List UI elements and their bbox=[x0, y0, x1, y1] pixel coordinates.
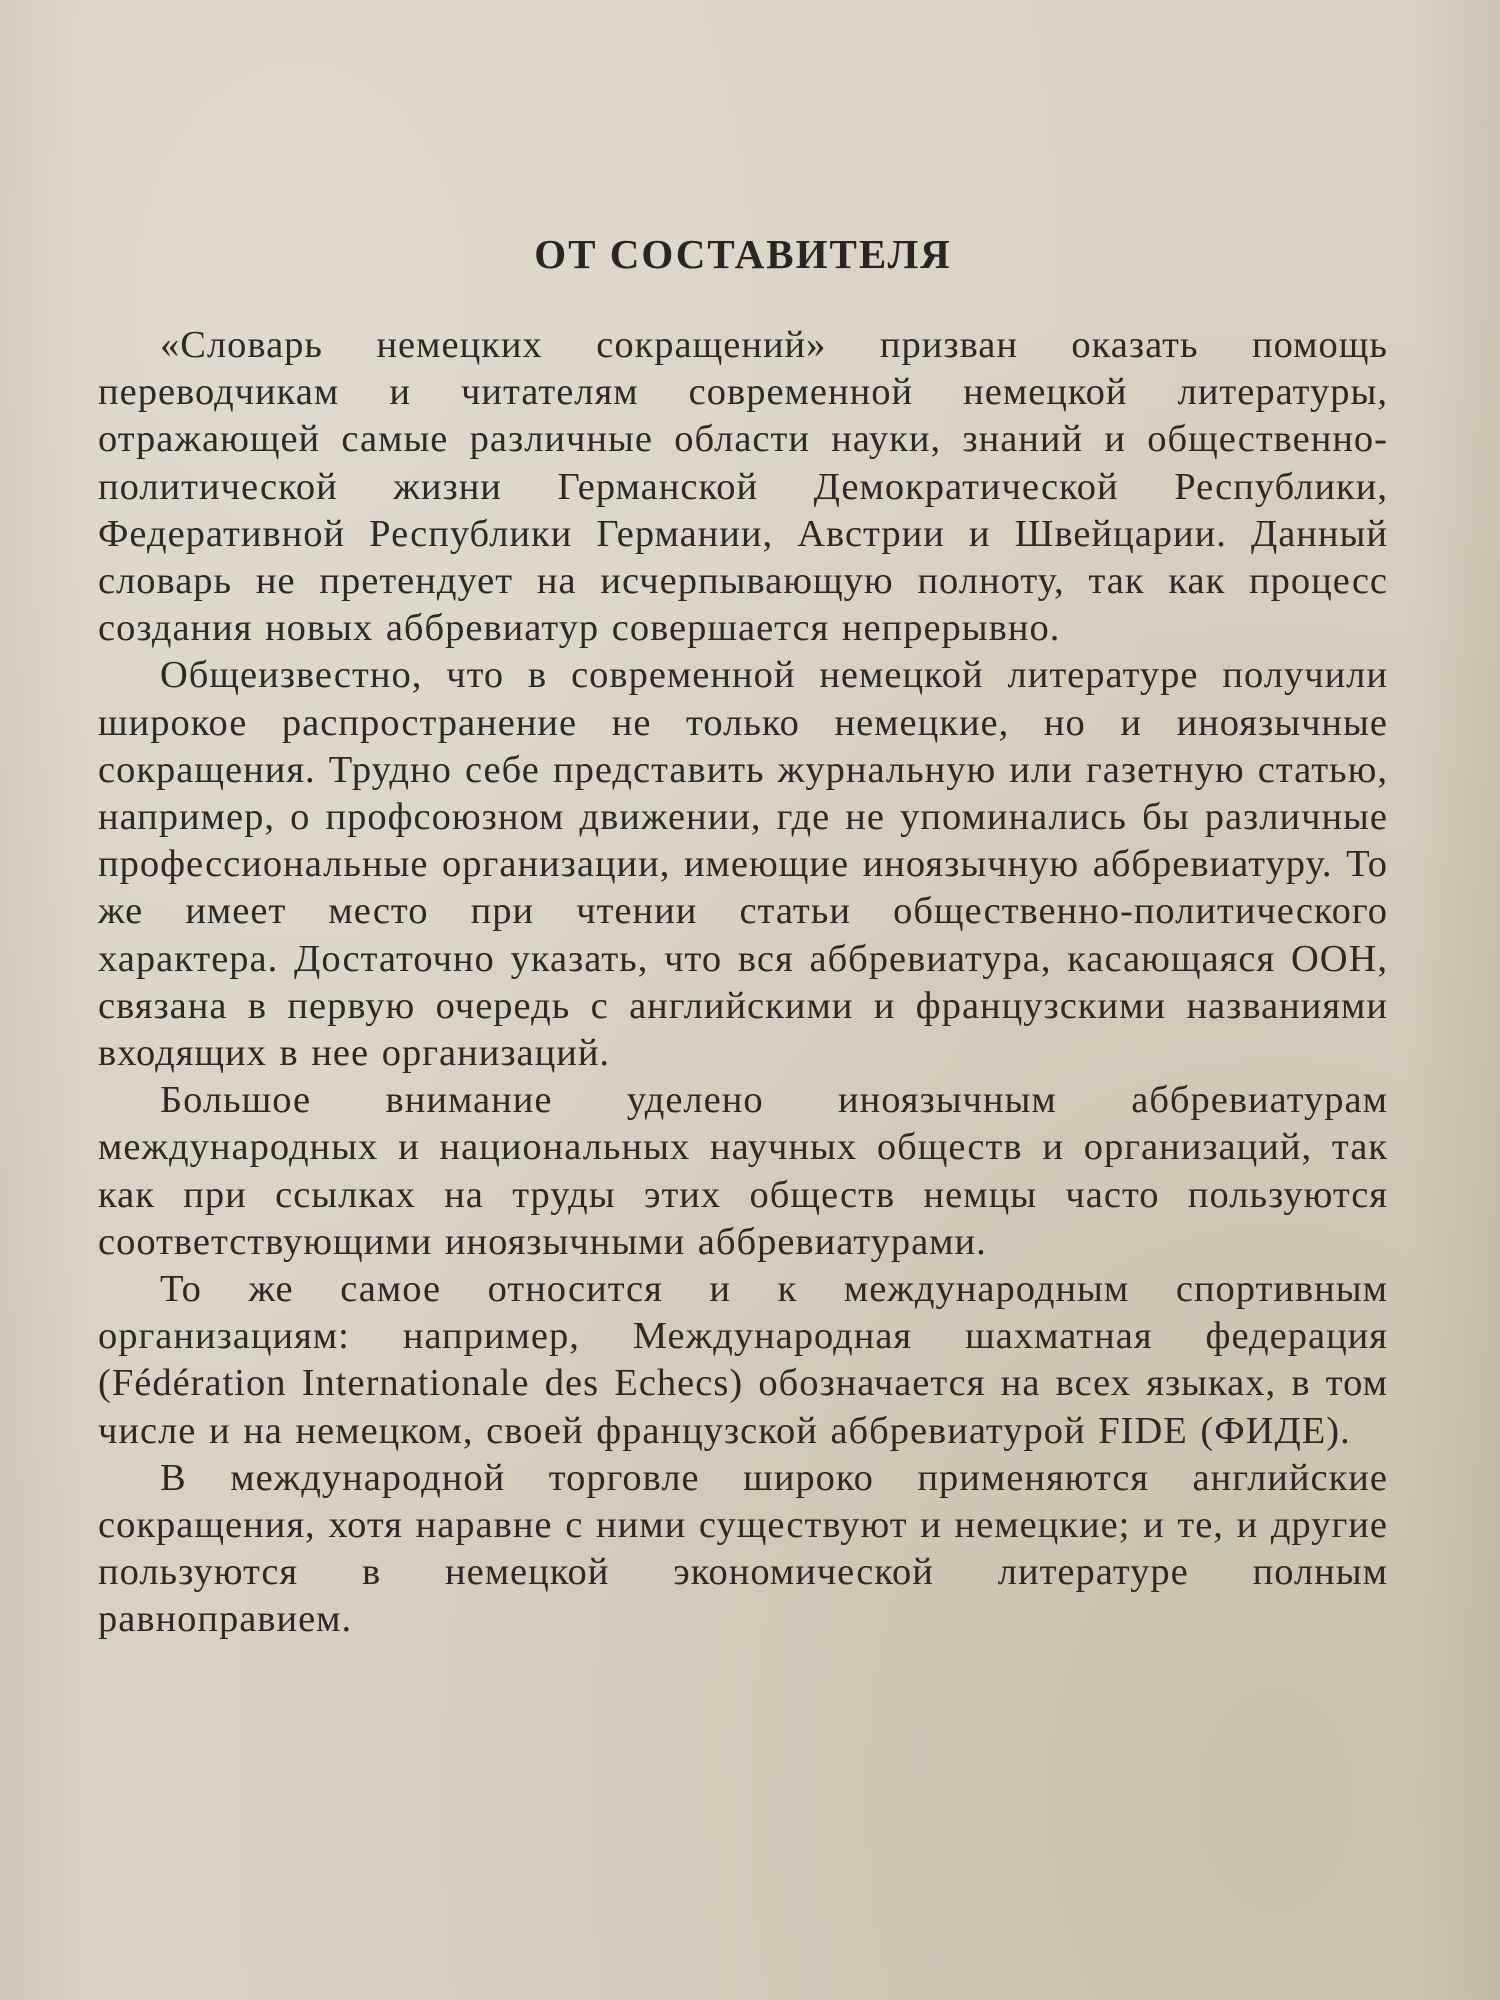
paragraph-3: Большое внимание уделено иноязычным аббревиатурам международных и национальных научных обществ и организаций, так как при ссылках на труды этих обществ немцы часто пользуются соответствующими иноязычными аббревиатурами. bbox=[98, 1079, 1388, 1263]
preface-body bbox=[98, 322, 1388, 1644]
paragraph-4: То же самое относится и к международным спортивным организациям: например, Международная шахматная федерация (Fédération Internationale des Echecs) обозначается на всех языках, в том числе и на немецком, своей французской аббревиатурой FIDE (ФИДЕ). bbox=[98, 1268, 1388, 1452]
page-title: ОТ СОСТАВИТЕЛЯ bbox=[534, 231, 952, 277]
paragraph-1: «Словарь немецких сокращений» призван оказать помощь переводчикам и читателям современной немецкой литературы, отражающей самые различные области науки, знаний и общественно-политической жизни Германской Демократической Республики, Федеративной Республики Германии, Австрии и Швейцарии. Данный словарь не претендует на исчерпывающую полноту, так как процесс создания новых аббревиатур совершается непрерывно. bbox=[98, 324, 1388, 650]
paragraph-5: В международной торговле широко применяются английские сокращения, хотя наравне с ними существуют и немецкие; и те, и другие пользуются в немецкой экономической литературе полным равноправием. bbox=[98, 1456, 1388, 1641]
paragraph-2: Общеизвестно, что в современной немецкой литературе получили широкое распространение не только немецкие, но и иноязычные сокращения. Трудно себе представить журнальную или газетную статью, например, о профсоюзном движении, где не упоминались бы различные профессиональные организации, имеющие иноязычную аббревиатуру. То же имеет место при чтении статьи общественно-политического характера. Достаточно указать, что вся аббревиатура, касающаяся ООН, связана в первую очередь с английскими и французскими названиями входящих в нее организаций. bbox=[98, 654, 1388, 1075]
